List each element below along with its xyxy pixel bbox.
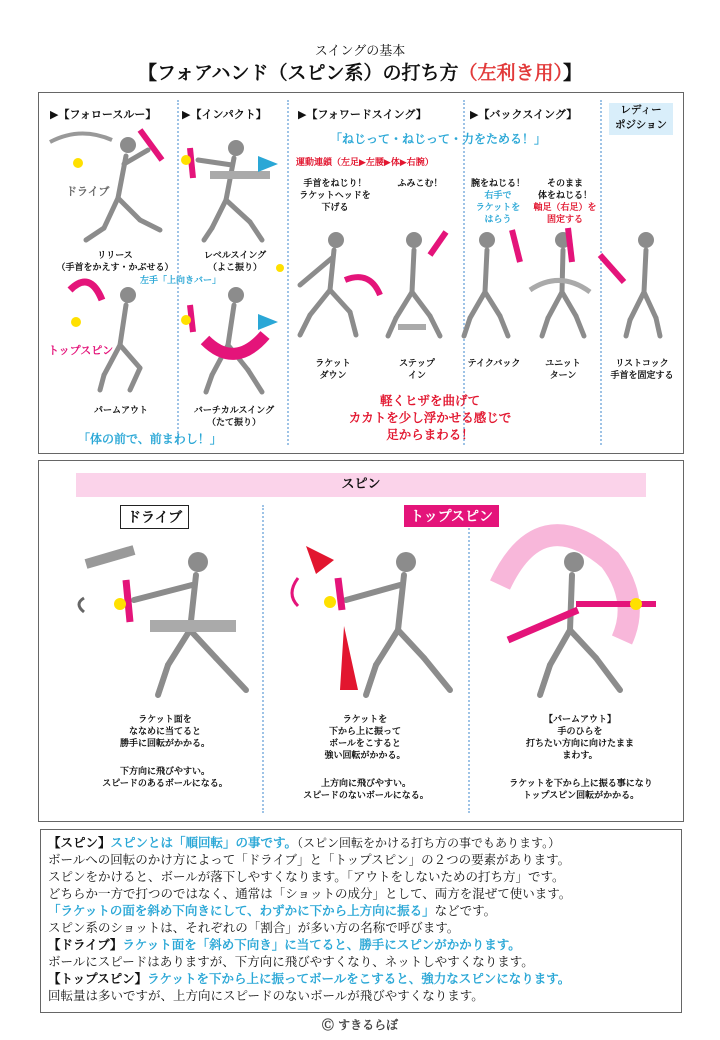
page-subtitle: スイングの基本 [314,44,406,59]
text-line-2: ボールへの回転のかけ方によって「ドライブ」と「トップスピン」の２つの要素があります。 [48,852,571,867]
title-end: 】 [563,62,583,84]
label-step-in: ステップ イン [399,359,435,381]
drive-title: ドライブ [120,505,189,529]
label-body-twist: そのまま 体をねじる！ [537,179,592,201]
label-left-hand: 左手「上向きバー」 [140,276,222,286]
section-follow-through: ▶【フォロースルー】 [50,108,157,121]
topspin-desc: ラケットを 下から上に振って ボールをこすると 強い回転がかかる。 [324,715,406,761]
text-line-6: スピン系のショットは、それぞれの「割合」が多い方の名称で呼びます。 [48,920,460,935]
racket-drive [126,580,130,622]
text-line-8: ボールにスピードはありますが、下方向に飛びやすくなり、ネットしやすくなります。 [48,954,534,969]
text-line-4: どちらか一方で打つのではなく、通常は「ショットの成分」として、両方を混ぜて使います。 [48,886,572,901]
section-forward-swing: ▶【フォワードスイング】 [298,108,427,121]
text-line-10: 回転量は多いですが、上方向にスピードのないボールが飛びやすくなります。 [48,988,484,1003]
racket-topspin [338,578,342,610]
term-spin: 【スピン】 [48,835,111,850]
up-arrow-icon [306,546,334,574]
term-drive: 【ドライブ】 [48,937,123,952]
ball-icon [630,598,642,610]
drive-arrow-icon [86,550,134,564]
label-axis-foot: 軸足（右足）を 固定する [533,203,597,225]
label-knee: 軽くヒザを曲げて カカトを少し浮かせる感じで 足からまわる！ [348,393,512,442]
label-take-back: テイクバック [467,359,521,369]
term-topspin: 【トップスピン】 [48,971,148,986]
text-line-5 [48,902,496,919]
section-back-swing: ▶【バックスイング】 [470,108,578,121]
topspin-title: トップスピン [404,505,499,527]
palm-out-arc-icon [500,535,629,640]
label-unit-turn: ユニット ターン [545,359,581,381]
spin-arc-icon [79,598,84,612]
text-line-9 [48,970,570,987]
drive-desc-2: 下方向に飛びやすい。 スピードのあるボールになる。 [102,767,228,789]
palm-out-desc: 【パームアウト】 手のひらを 打ちたい方向に向けたまま まわす。 [525,715,634,761]
section-ready-position: レディー ポジション [609,103,673,135]
label-palm-out: パームアウト [93,406,148,416]
palm-out-desc-2: ラケットを下から上に振る事になり トップスピン回転がかかる。 [509,779,653,801]
spin-banner: スピン [76,473,646,497]
label-wrist-cock: リストコック 手首を固定する [610,359,674,381]
label-arm-twist: 腕をねじる！ [470,179,525,189]
up-arrow-icon [340,626,358,690]
drive-desc: ラケット面を ななめに当てると 勝手に回転がかかる。 [119,715,210,749]
label-vertical-swing: バーチカルスイング （たて振り） [193,406,275,428]
drive-tag: ドライブ [66,185,110,198]
spin-definition: スピンとは「順回転」の事です。 [110,835,298,850]
label-right-hand: 右手で ラケットを はらう [475,191,521,225]
title-lefty: （左利き用） [458,62,564,84]
text-line-1 [48,834,560,852]
kinetic-chain: 運動連鎖（左足▶左腰▶体▶右腕） [296,158,434,168]
text-line-5-end: などです。 [434,903,497,918]
label-fumikomu: ふみこむ！ [397,179,443,189]
drive-definition: ラケット面を「斜め下向き」に当てると、勝手にスピンがかかります。 [122,937,521,952]
text-line-7 [48,936,521,953]
topspin-definition: ラケットを下から上に振ってボールをこすると、強力なスピンになります。 [147,971,571,986]
racket-face-tip: 「ラケットの面を斜め下向きにして、わずかに下から上方向に振る」 [48,903,435,918]
label-front-rotate: 「体の前で、前まわし！」 [78,432,222,446]
label-twist-wrist: 手首をねじり！ ラケットヘッドを 下げる [299,179,371,213]
ball-icon [114,598,126,610]
topspin-tag: トップスピン [48,344,114,357]
label-racket-down: ラケット ダウン [315,359,351,381]
spin-arc-icon [292,578,298,606]
label-release: リリース （手首をかえす・かぶせる） [56,251,174,273]
title-main: 【フォアハンド（スピン系）の打ち方 [137,62,459,84]
ball-icon [324,596,336,608]
forward-heading: 「ねじって・ねじって・力をためる！」 [330,132,547,146]
copyright: Ⓒ すきるらぼ [321,1018,399,1032]
topspin-desc-2: 上方向に飛びやすい。 スピードのないボールになる。 [303,779,429,801]
section-impact: ▶【インパクト】 [182,108,267,121]
label-level-swing: レベルスイング （よこ振り） [203,251,267,273]
figure-topspin [346,552,450,695]
text-line-3: スピンをかけると、ボールが落下しやすくなります。「アウトをしないための打ち方」です。 [48,869,565,884]
spin-note: （スピン回転をかける打ち方の事でもあります。） [297,836,561,850]
